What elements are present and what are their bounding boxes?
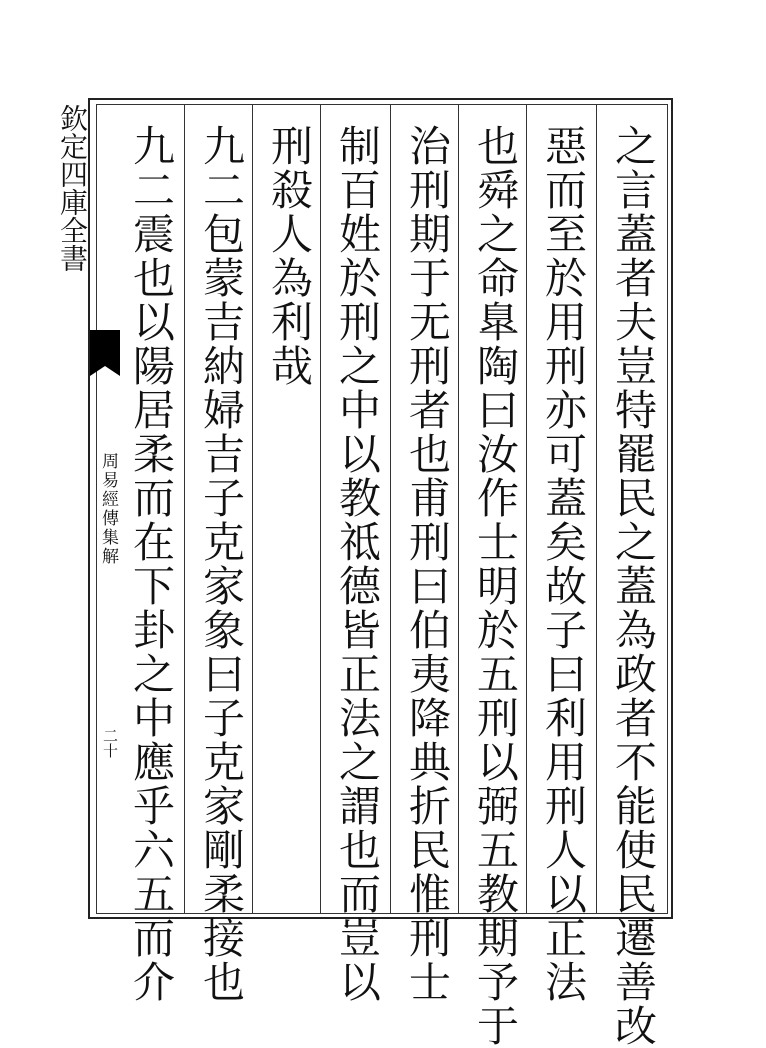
column-rule (596, 104, 597, 914)
text-column-4: 治刑期于无刑者也甫刑曰伯夷降典折民惟刑士 (403, 124, 452, 1004)
text-column-8: 九二震也以陽居柔而在下卦之中應乎六五而介 (127, 124, 176, 1004)
text-column-3: 也舜之命臯陶曰汝作士明於五刑以弼五教期予于 (471, 124, 520, 1048)
column-rule (458, 104, 459, 914)
text-column-6: 刑殺人為利哉 (265, 124, 314, 388)
text-column-7: 九二包蒙吉納婦吉子克家象曰子克家剛柔接也 (197, 124, 246, 1004)
text-column-2: 惡而至於用刑亦可蓋矣故子曰利用刑人以正法 (539, 124, 588, 1004)
column-rule (526, 104, 527, 914)
page-number: 二十 (101, 728, 119, 758)
column-rule (184, 104, 185, 914)
text-column-1: 之言蓋者夫豈特罷民之蓋為政者不能使民遷善改 (609, 124, 658, 1048)
column-rule (252, 104, 253, 914)
fish-tail-mark (90, 330, 120, 366)
series-title: 欽定四庫全書 (56, 104, 89, 272)
column-rule (390, 104, 391, 914)
column-rule (320, 104, 321, 914)
text-column-5: 制百姓於刑之中以教祗德皆正法之謂也而豈以 (333, 124, 382, 1004)
book-title: 周易經傳集解 (98, 452, 118, 566)
